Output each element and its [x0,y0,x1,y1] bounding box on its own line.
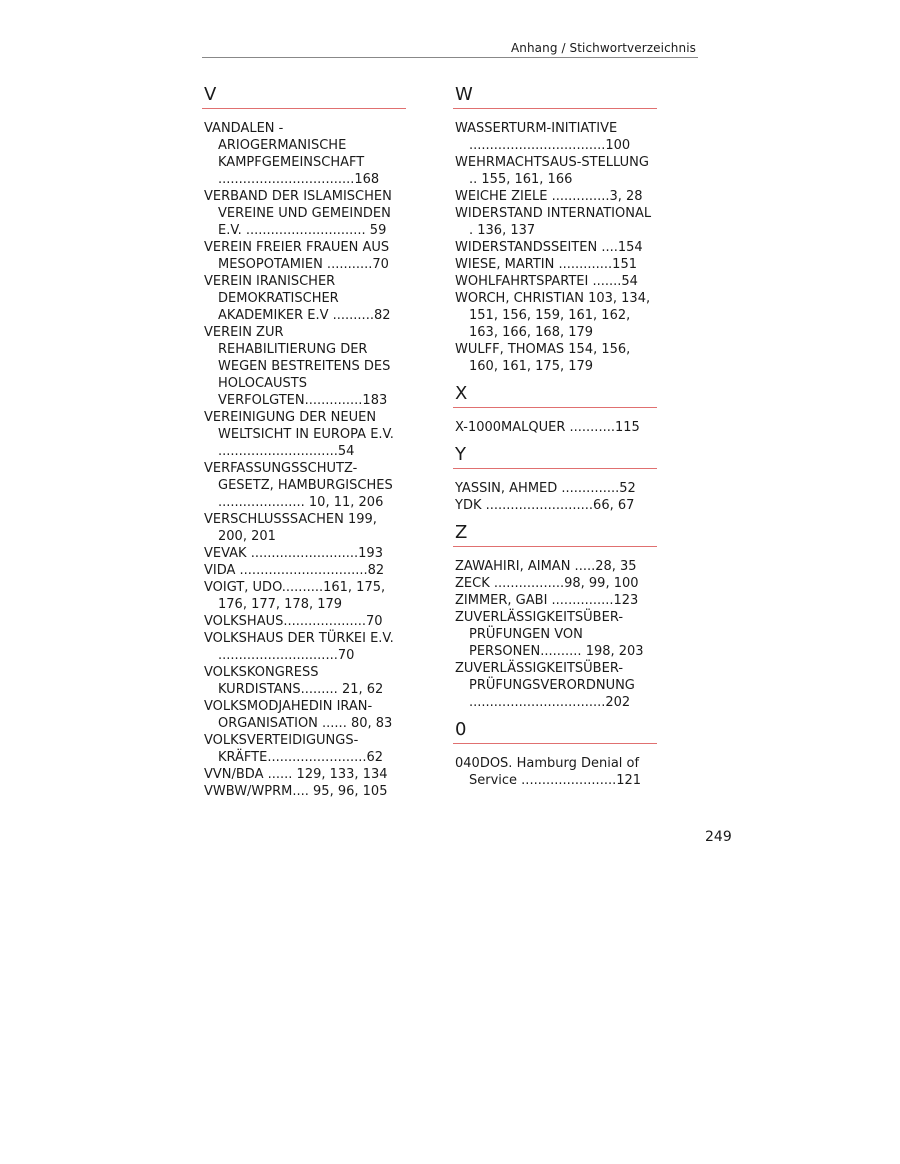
section-letter-heading: W [453,84,657,109]
index-entry: VIDA ...............................82 [204,563,385,578]
section-letter-heading: Y [453,444,657,469]
index-entry-list [453,480,657,514]
section-letter-heading: 0 [453,719,657,744]
index-entry: VERFASSUNGSSCHUTZ-GESETZ, HAMBURGISCHES ..................... 10, 11, 206 [204,461,393,510]
index-section [453,84,657,375]
page-number: 249 [705,829,732,845]
index-entry: ZUVERLÄSSIGKEITSÜBER-PRÜFUNGEN VON PERSONEN.......... 198, 203 [455,610,644,659]
section-letter-heading: X [453,383,657,408]
index-entry: WULFF, THOMAS 154, 156, 160, 161, 175, 179 [455,342,631,374]
index-entry-list [453,558,657,711]
header-divider [202,57,698,58]
section-letter-heading: V [202,84,406,109]
index-entry: WIESE, MARTIN .............151 [455,257,637,272]
index-entry-list [453,120,657,375]
index-entry: ZAWAHIRI, AIMAN .....28, 35 [455,559,637,574]
index-entry: VERBAND DER ISLAMISCHEN VEREINE UND GEMEINDEN E.V. ............................. 59 [204,189,392,238]
index-entry: 040DOS. Hamburg Denial of Service .......................121 [455,756,642,788]
section-letter-heading: Z [453,522,657,547]
index-entry: WEHRMACHTSAUS-STELLUNG .. 155, 161, 166 [455,155,649,187]
index-entry: WOHLFAHRTSPARTEI .......54 [455,274,638,289]
index-entry-list [202,120,406,800]
index-entry: VOLKSVERTEIDIGUNGS-KRÄFTE........................62 [204,733,384,765]
index-entry: YDK ..........................66, 67 [455,498,635,513]
index-entry: ZUVERLÄSSIGKEITSÜBER-PRÜFUNGSVERORDNUNG .................................202 [455,661,635,710]
index-entry: VEREIN FREIER FRAUEN AUS MESOPOTAMIEN ...........70 [204,240,390,272]
index-entry: VOLKSHAUS DER TÜRKEI E.V. .............................70 [204,631,394,663]
index-entry: WIDERSTAND INTERNATIONAL . 136, 137 [455,206,652,238]
index-entry: YASSIN, AHMED ..............52 [455,481,636,496]
index-entry: ZIMMER, GABI ...............123 [455,593,639,608]
index-section [453,719,657,789]
index-entry: VOLKSKONGRESS KURDISTANS......... 21, 62 [204,665,384,697]
index-column-right [453,84,657,797]
index-entry: VEREINIGUNG DER NEUEN WELTSICHT IN EUROPA E.V. .............................54 [204,410,394,459]
index-entry: VERSCHLUSSSACHEN 199, 200, 201 [204,512,377,544]
index-entry: WORCH, CHRISTIAN 103, 134, 151, 156, 159, 161, 162, 163, 166, 168, 179 [455,291,651,340]
index-entry: ZECK .................98, 99, 100 [455,576,639,591]
index-section [453,383,657,436]
index-entry: VOLKSHAUS....................70 [204,614,383,629]
index-entry: VANDALEN - ARIOGERMANISCHE KAMPFGEMEINSCHAFT .................................168 [204,121,380,187]
index-entry-list [453,419,657,436]
index-entry: WASSERTURM-INITIATIVE .................................100 [455,121,631,153]
index-entry: VEREIN IRANISCHER DEMOKRATISCHER AKADEMIKER E.V ..........82 [204,274,391,323]
index-entry: VEVAK ..........................193 [204,546,383,561]
index-section [453,522,657,711]
running-title: Anhang / Stichwortverzeichnis [510,41,696,55]
index-entry: VEREIN ZUR REHABILITIERUNG DER WEGEN BESTREITENS DES HOLOCAUSTS VERFOLGTEN..............183 [204,325,391,408]
index-entry: VOLKSMODJAHEDIN IRAN-ORGANISATION ...... 80, 83 [204,699,393,731]
index-entry-list [453,755,657,789]
index-section [453,444,657,514]
index-entry: VOIGT, UDO..........161, 175, 176, 177, 178, 179 [204,580,386,612]
index-entry: X-1000MALQUER ...........115 [455,420,640,435]
index-entry: WIDERSTANDSSEITEN ....154 [455,240,643,255]
index-entry: WEICHE ZIELE ..............3, 28 [455,189,643,204]
index-entry: VVN/BDA ...... 129, 133, 134 [204,767,388,782]
index-column-left [202,84,406,808]
index-section [202,84,406,800]
index-entry: VWBW/WPRM.... 95, 96, 105 [204,784,388,799]
